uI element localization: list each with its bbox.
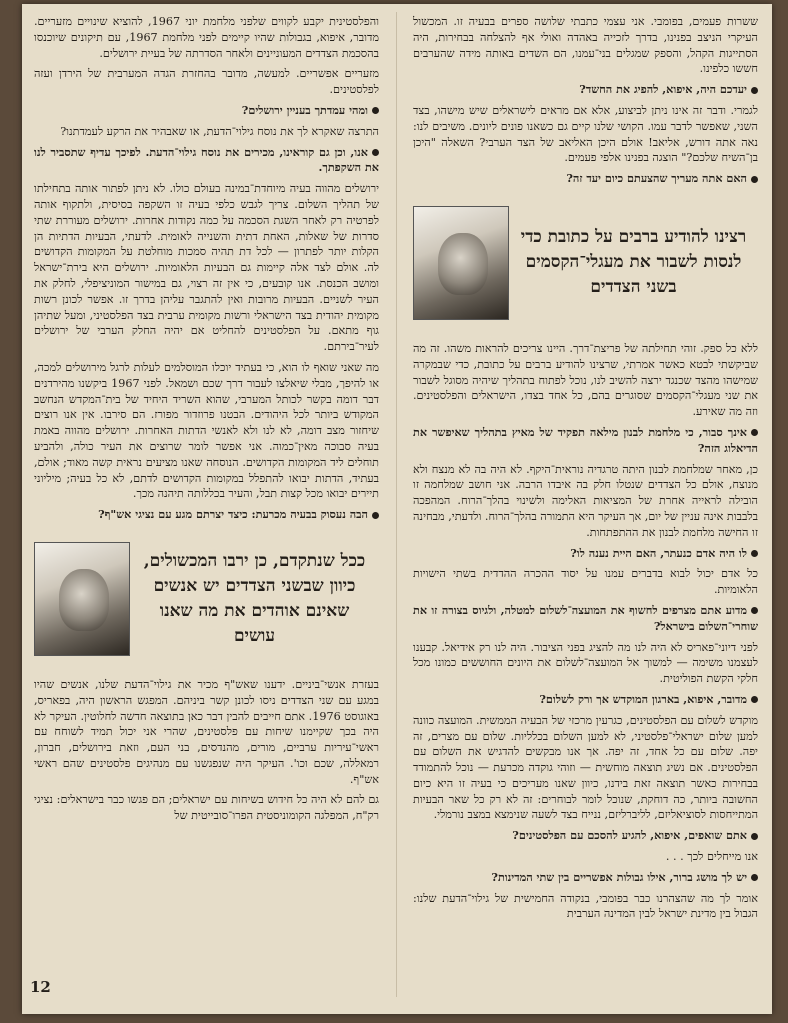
right-column (413, 14, 758, 994)
bullet-icon (751, 607, 758, 614)
bullet-icon (751, 87, 758, 94)
left-column (34, 14, 379, 994)
answer-1: לגמרי. ודבר זה אינו ניתן לביצוע, אלא אם מראים לישראלים שיש מישהו, בצד השני, שאפשר לדבר עמו. הקושי שלנו קיים גם כשאנו פונים ליונים. משיבים לנו: נאה אתה דורש, אליאב! אולם היכן האליאב של הצד הערבי? השאלה "היכן בן־השיח שלכם?" הוצגה בפנינו אלפי פעמים. (413, 103, 758, 165)
paragraph-7: גם להם לא היה כל חידוש בשיחות עם ישראלים; הם פגשו כבר בישראלים: נציגי רק"ח, המפלגה הקומוניסטית הפרו־סובייטית של (34, 793, 379, 823)
question-contact: הבה נעסוק בבעיה מכרעת: כיצד יצרתם מגע עם נציגי אש"ף? (34, 507, 379, 523)
intro-paragraph: ששרות פעמים, בפומבי. אני עצמי כתבתי שלושה ספרים בבעיה זו. המכשול העיקרי הניצב בפנינו, בדרך לזכייה באהדה ואולי אף להצלחה בבחירות, היה הסתייגות הקהל, והספק שמגלים בני־עמנו, הם השדים באותה מידה שהערבים חששו כלפינו. (413, 15, 758, 76)
bullet-icon (751, 550, 758, 557)
pull-quote: רצינו להודיע ברבים על כתובת כדי לנסות לשבור את מעגלי־הקסמים בשני הצדדים (520, 227, 747, 298)
pull-quote-box (413, 193, 758, 333)
pull-quote-box-2 (34, 529, 379, 669)
question-declaration: אנו, וכן גם קוראינו, מכירים את נוסח גילוי־הדעת. לפיכך עדיף שתסביר לנו את השקפתך. (34, 144, 379, 175)
bullet-icon (751, 833, 758, 840)
question-8: יש לך מושג ברור, אילו גבולות אפשריים בין שתי המדינות? (413, 870, 758, 886)
paragraph-2: מזעריים אפשריים. למעשה, מדובר בהחזרת הגדה המערבית של הירדן ועזה לפלסטינים. (34, 67, 379, 97)
bullet-icon (372, 512, 379, 519)
bullet-icon (751, 429, 758, 436)
question-6: מדובר, איפוא, בארגון המוקדש אך ורק לשלום? (413, 692, 758, 708)
question-jerusalem: ומהי עמדתך בעניין ירושלים? (34, 103, 379, 119)
bullet-icon (372, 149, 379, 156)
question-2: האם אתה מעריך שהצעתם כיום יעד זה? (413, 171, 758, 187)
paragraph-1: והפלסטינית יקבע לקווים שלפני מלחמת יוני 1967, להוציא שינויים מזעריים. מדובר, איפוא, בגבולות שהיו קיימים לפני מלחמת 1967, עם תיקונים שיוכנסו בהסכמת הצדדים המעוניינים ולאחר הסדרתה של בעיית ירושלים. (34, 15, 379, 60)
column-divider (396, 12, 397, 997)
question-1: יעדכם היה, איפוא, להפיג את החשד? (413, 82, 758, 98)
question-5: מדוע אתם מצרפים לחשוף את המועצה־לשלום למטלה, ולגיוס בצורה זו את שוחרי־השלום בישראל? (413, 602, 758, 633)
answer-5: לפני דיוני־פאריס לא היה לנו מה להציג בפני הציבור. היה לנו רק אידיאל. קבענו לעצמנו משימה — למשוך אל המועצה־לשלום את היונים החוששים כמונו מכל חלקי הקשת הפוליטית. (413, 640, 758, 686)
bullet-icon (751, 874, 758, 881)
bullet-icon (751, 176, 758, 183)
bullet-icon (751, 696, 758, 703)
portrait-photo (413, 206, 509, 320)
bullet-icon (372, 107, 379, 114)
answer-8: אומר לך מה שהצהרנו כבר בפומבי, בנקודה החמישית של גילוי־הדעת שלנו: הגבול בין מדינת ישראל לבין המדינה הערבית (413, 891, 758, 921)
paragraph-6: בעזרת אנשי־ביניים. ידענו שאש"ף מכיר את גילוי־הדעת שלנו, אנשים שהיו במגע עם שני הצדדים ניסו לכונן קשר ביניהם. המפגש הראשון היה, בפאריס, באוגוסט 1976. אתם חייבים להבין דבר כאן בתוצאה חדשה לחלוטין. העיקר לא היה בכך שקיימנו שיחות עם פלסטינים, שהרי אני יכול תמיד לשוחח עם ראשי־עיריות ערביים, מורים, מהנדסים, בני העם, וזאת בירושלים, חברון, רמאללה, שכם וכו'. העיקר היה שנפגשנו עם מנהיגים פלסטינים שהם ראשי אש"ף. (34, 677, 379, 786)
paragraph-5: מה שאני שואף לו הוא, כי בעתיד יוכלו המוסלמים לעלות לרגל מירושלים למכה, או להיפך, מבלי שיאלצו לעבור דרך שכם ושמאל. לפני 1967 ביקשנו מהירדנים דבר דומה בקשר לכותל המערבי, שהוא השריד היחיד של בית־המקדש הנחשב המקודש ביותר לכל היהודים. הבטנו פרוזדור מפורז. הם סירבו. אין אנו רוצים שיחזור מצב דומה, לא לנו ולא לאנשי הדתות האחרות. ירושלים מהווה באמת בעיה סבוכה מאין־כמוה. אני אפשר לומר שרוצים את העיר כולה, ולהביע תוחלים ליד המקומות הקדושים. הנוסחה שאנו מציעים נראית קשה מאוד; אולם, בעתיד, הדתות יבואו להתפלל במקומות הקדושים לדתם, לא כל בעיה; מיליוני תיירים יבואו מכל קצות תבל, והעיר בכללותה תיהנה מכך. (34, 360, 379, 501)
answer-3: כן, מאחר שמלחמת לבנון היתה טרגדיה נוראית־היקף. לא היה בה לא מנצח ולא מנוצח, אולם כל הצדדים שנטלו חלק בה איבדו הרבה. אני חושב שמלחמה זו הובילה לראייה אחרת של המציאות האלימה ולשינוי בהלך־הרוח. המהפכה בלבבות אינה עניין של יום, אך העיקר היא התמורה בהלך־הרוח. ולדעתי, מבחינה זו החישה מלחמת לבנון את ההתפתחות. (413, 462, 758, 539)
question-4: לו היה אדם כנעתר, האם היית נענה לו? (413, 546, 758, 562)
paragraph-3: התרצה שאקרא לך את נוסח גילוי־הדעת, או שאבהיר את הרקע לעמדתנו? (60, 124, 379, 138)
magazine-page (22, 4, 772, 1014)
portrait-photo-2 (34, 542, 130, 656)
question-7: אתם שואפים, איפוא, להגיע להסכם עם הפלסטינים? (413, 828, 758, 844)
answer-7: אנו מייחלים לכך . . . (665, 850, 758, 864)
paragraph-4: ירושלים מהווה בעיה מיוחדת־במינה בעולם כולו. לא ניתן לפתור אותה בתחילתו של תהליך השלום. צריך לגבש כלפי בעיה זו השקפה בסיסית, ולתקוף אותה לפרטיה רק לאחר השגת הסכמה על כמה נקודות אחרות. ירושלים מעוררת שתי סדרות של שאלות, האחת דתית והשנייה לאומית. לדעתי, הבעיות הדתיות הן הקלות יותר לפתרון — לכל דת תהיה סמכות מוחלטת על המקומות הקדושים לה. אולם לצד אלה קיימות גם הבעיות הלאומיות. ירושלים היא בירת־ישראל ומושב הכנסת. אנו קובעים, כי אין זה רצוי, גם במישור המוניציפלי, לחלק את העיר לשניים. הבעיות מרובות ואין להתגבר עליהן בדרך זו. אפשר לכונן רשות מקומית יהודית בצד הישראלי ורשות מקומית ערבית בצד הפלסטיני, ומעל שתיהן גוף מתאם. על הפלסטינים להחליט אם יהיה החלק הערבי של ירושלים לעיר־בירתם. (34, 182, 379, 354)
page-number: 12 (30, 978, 51, 996)
question-3: אינך סבור, כי מלחמת לבנון מילאה תפקיד של מאיץ בתהליך שאיפשר את הדיאלוג הזה? (413, 424, 758, 455)
answer-2: ללא כל ספק. זוהי תחילתה של פריצת־דרך. היינו צריכים להראות משהו. זה מה שביקשתי לבטא כאשר אמרתי, שרצינו להודיע ברבים על כתובת, כדי שבמקרה שמישהו מהצד שכנגד ירצה להשיב לנו, נוכל לפתוח בתהליך שיהיה מסוגל לשבור את שני מעגלי־הקסמים שסוגרים בהם, כל אחד בצדו, הישראלים והפלסטינים. וזה מה שאירע. (413, 341, 758, 419)
answer-4: כל אדם יכול לבוא בדברים עמנו על יסוד ההכרה ההדדית בשתי הישויות הלאומיות. (413, 567, 758, 597)
pull-quote-2: ככל שנתקדם, כן ירבו המכשולים, כיוון שבשני הצדדים יש אנשים שאינם אוהדים את מה שאנו עושים (143, 550, 366, 646)
answer-6: מוקדש לשלום עם הפלסטינים, כגרעין מרכזי של הבעיה הממשית. המועצה כוונה למען שלום ישראלי־פלסטיני, לא למען השלום בכלליות. שלום עם מצרים, זה יפה. שלום עם כל אחד, זה יפה. אך אנו מבקשים להדגיש את השלום עם הפלסטינים. אם נשיג תוצאה מוחשית — וזוהי גוקדה מכרעת — נוכל להתמודד בבחירות כאשר תוצאה זאת בידנו, כיוון שאנו מעריכים כי בעיה זו היא כיום החשובה ביותר, כה דוחקת, שנוכל לומר לבוחרים: זה לא רק כל שאר הבעיות המתייחסות לסוציאליזם, לליברליזם, ננייח בצד לשעה שנימצא במצב נורמלי. (413, 713, 758, 822)
